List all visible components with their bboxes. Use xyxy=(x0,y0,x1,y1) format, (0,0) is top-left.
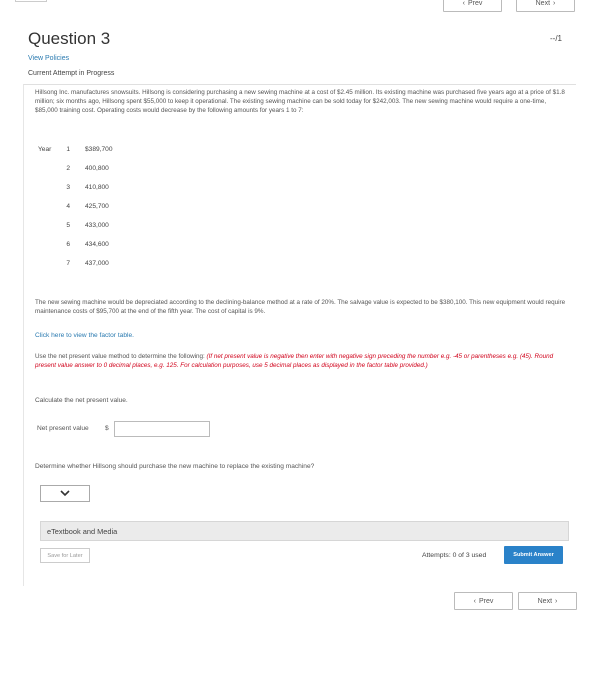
instruction-text: Use the net present value method to determine the following: xyxy=(35,353,207,360)
submit-answer-button[interactable]: Submit Answer xyxy=(504,546,563,564)
etextbook-and-media[interactable]: eTextbook and Media xyxy=(40,521,569,541)
instruction-note: (If net present value is negative then enter with negative sign preceding the number e.g. -45 or parentheses e.g. (45). Round present value answer to 0 decimal places, e.g. 125. For calculation purposes, use 5 decimal places as displayed in the factor table provided.) xyxy=(35,353,554,370)
top-tab-fragment xyxy=(15,0,47,2)
npv-input[interactable] xyxy=(114,421,210,437)
currency-symbol: $ xyxy=(105,425,109,432)
decision-dropdown[interactable] xyxy=(40,485,90,502)
chevron-right-icon: › xyxy=(553,0,556,7)
problem-intro: Hillsong Inc. manufactures snowsuits. Hillsong is considering purchasing a new sewing machine at a cost of $2.45 million. Its existing machine was purchased five years ago at a price of $1.8 million; six months ago, Hillsong spent $55,000 to keep it operational. The existing sewing machine can be sold today for $242,003. The new sewing machine would require a one-time, $85,000 training cost. Operating costs would decrease by the following amounts for years 1 to 7: xyxy=(35,89,565,115)
attempt-status: Current Attempt in Progress xyxy=(28,70,115,77)
table-row: 5 433,000 xyxy=(66,222,109,229)
view-policies-link[interactable]: View Policies xyxy=(28,55,70,62)
save-for-later-button[interactable]: Save for Later xyxy=(40,548,90,563)
next-button-top[interactable]: Next › xyxy=(516,0,575,12)
score: --/1 xyxy=(550,34,562,43)
calculate-npv-question: Calculate the net present value. xyxy=(35,397,128,404)
prev-button-top[interactable]: ‹ Prev xyxy=(443,0,502,12)
chevron-down-icon xyxy=(60,490,70,497)
chevron-left-icon: ‹ xyxy=(462,0,465,7)
table-row: 6 434,600 xyxy=(66,241,109,248)
npv-label: Net present value xyxy=(37,425,89,432)
prev-button-bottom[interactable]: ‹ Prev xyxy=(454,592,513,610)
instructions xyxy=(35,352,565,371)
question-title: Question 3 xyxy=(28,29,111,48)
table-row: Year 1 $389,700 xyxy=(38,146,113,153)
chevron-right-icon: › xyxy=(555,597,558,605)
next-button-bottom[interactable]: Next › xyxy=(518,592,577,610)
chevron-left-icon: ‹ xyxy=(473,597,476,605)
determine-question: Determine whether Hillsong should purchase the new machine to replace the existing machine? xyxy=(35,463,315,470)
factor-table-link[interactable]: Click here to view the factor table. xyxy=(35,332,134,339)
table-row: 3 410,800 xyxy=(66,184,109,191)
table-row: 7 437,000 xyxy=(66,260,109,267)
attempts-counter: Attempts: 0 of 3 used xyxy=(422,552,487,559)
table-row: 4 425,700 xyxy=(66,203,109,210)
depreciation-text: The new sewing machine would be depreciated according to the declining-balance method at a rate of 20%. The salvage value is expected to be $380,100. This new equipment would require maintenance costs of $95,700 at the end of the fifth year. The cost of capital is 9%. xyxy=(35,299,566,316)
table-row: 2 400,800 xyxy=(66,165,109,172)
